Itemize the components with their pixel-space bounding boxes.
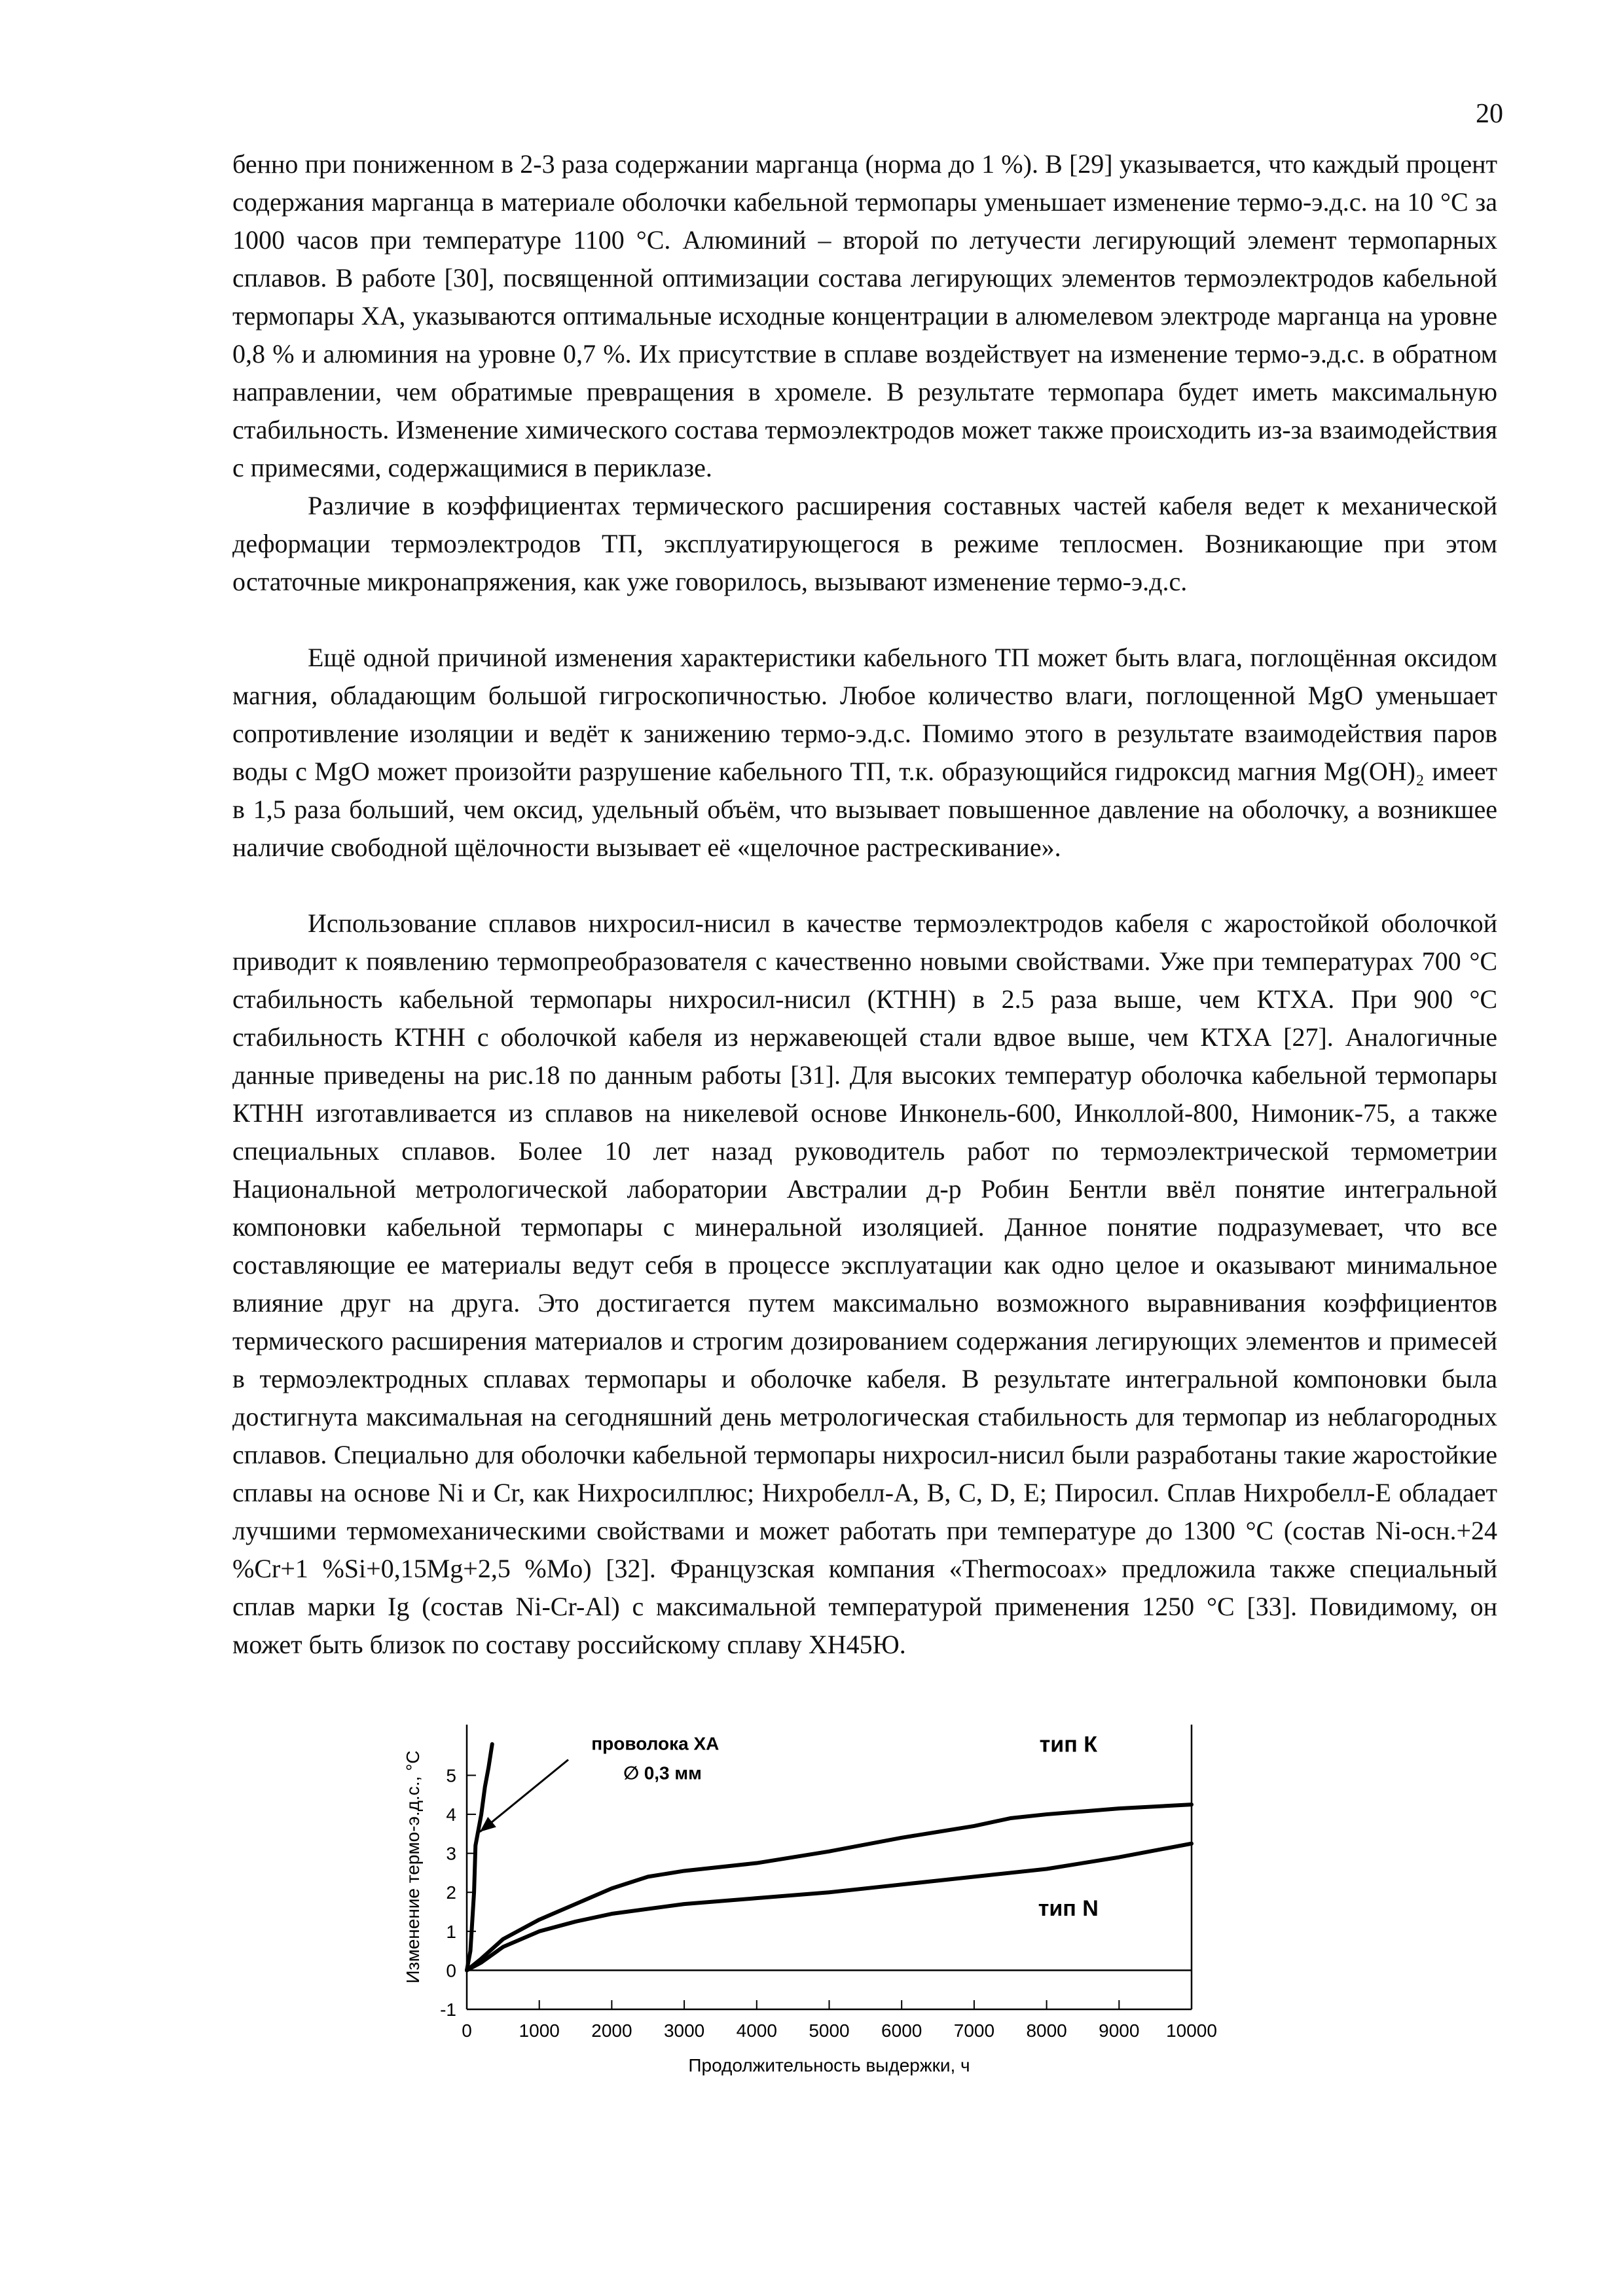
x-tick-label: 4000 (736, 2020, 777, 2041)
page-number: 20 (1476, 99, 1503, 129)
annotation-arrow-shaft (480, 1760, 568, 1832)
y-tick-label: 1 (446, 1921, 456, 1942)
y-tick-label: 0 (446, 1960, 456, 1981)
x-tick-label: 10000 (1166, 2020, 1217, 2041)
body-text (232, 145, 1497, 1664)
x-tick-label: 3000 (663, 2020, 705, 2041)
series-line-1 (467, 1804, 1192, 1970)
y-axis-label: Изменение термо-э.д.с., °С (403, 1750, 423, 1984)
x-tick-label: 9000 (1099, 2020, 1140, 2041)
chart-ticks (440, 1765, 1217, 2041)
annotation-line-2: ∅ 0,3 мм (623, 1763, 702, 1784)
series-label-type-k: тип К (1039, 1732, 1097, 1757)
x-axis-label: Продолжительность выдержки, ч (688, 2055, 970, 2075)
x-tick-label: 5000 (809, 2020, 850, 2041)
chart-axes (467, 1725, 1192, 2009)
x-tick-label: 7000 (953, 2020, 995, 2041)
chart-svg (393, 1715, 1244, 2094)
x-tick-label: 1000 (519, 2020, 560, 2041)
y-tick-label: 2 (446, 1882, 456, 1903)
series-line-0 (467, 1744, 492, 1971)
x-tick-label: 6000 (881, 2020, 922, 2041)
x-tick-label: 8000 (1026, 2020, 1067, 2041)
paragraph: Использование сплавов нихросил-нисил в качестве термоэлектродов кабеля с жаростойкой оболочкой приводит к появлению термопреобразователя с качественно новыми свойствами. Уже при температурах 700 °С стабильность кабельной термопары нихросил-нисил (КТНН) в 2.5 раза выше, чем КТХА. При 900 °С стабильность КТНН с оболочкой кабеля из нержавеющей стали вдвое выше, чем КТХА [27]. Аналогичные данные приведены на рис.18 по данным работы [31]. Для высоких температур оболочка кабельной термопары КТНН изготавливается из сплавов на никелевой основе Инконель-600, Инколлой-800, Нимоник-75, а также специальных сплавов. Более 10 лет назад руководитель работ по термоэлектрической термометрии Национальной метрологической лаборатории Австралии д-р Робин Бентли ввёл понятие интегральной компоновки кабельной термопары с минеральной изоляцией. Данное понятие подразумевает, что все составляющие ее материалы ведут себя в процессе эксплуатации как одно целое и оказывают минимальное влияние друг на друга. Это достигается путем максимально возможного выравнивания коэффициентов термического расширения материалов и строгим дозированием содержания легирующих элементов и примесей в термоэлектродных сплавах термопары и оболочке кабеля. В результате интегральной компоновки была достигнута максимальная на сегодняшний день метрологическая стабильность для термопар из неблагородных сплавов. Специально для оболочки кабельной термопары нихросил-нисил были разработаны такие жаростойкие сплавы на основе Ni и Cr, как Нихросилплюс; Нихробелл-А, B, C, D, E; Пиросил. Сплав Нихробелл-Е обладает лучшими термомеханическими свойствами и может работать при температуре до 1300 °С (состав Ni-осн.+24 %Cr+1 %Si+0,15Mg+2,5 %Mo) [32]. Французская компания «Thermocoax» предложила также специальный сплав марки Ig (состав Ni-Cr-Al) с максимальной температурой применения 1250 °С [33]. Повидимому, он может быть близок по составу российскому сплаву ХН45Ю. (232, 908, 1497, 1659)
series-label-type-n: тип N (1038, 1895, 1099, 1921)
x-tick-label: 0 (462, 2020, 472, 2041)
y-tick-label: -1 (440, 2000, 456, 2020)
paragraph: Ещё одной причиной изменения характеристики кабельного ТП может быть влага, поглощённая оксидом магния, обладающим большой гигроскопичностью. Любое количество влаги, поглощенной MgO уменьшает сопротивление изоляции и ведёт к занижению термо-э.д.с. Помимо этого в результате взаимодействия паров воды с MgO может произойти разрушение кабельного ТП, т.к. образующийся гидроксид магния Mg(OH)₂ имеет в 1,5 раза больший, чем оксид, удельный объём, что вызывает повышенное давление на оболочку, а возникшее наличие свободной щёлочности вызывает её «щелочное растрескивание». (232, 643, 1497, 862)
annotation-line-1: проволока ХА (591, 1733, 720, 1754)
y-tick-label: 5 (446, 1765, 456, 1786)
y-tick-label: 3 (446, 1843, 456, 1864)
x-tick-label: 2000 (591, 2020, 632, 2041)
paragraph: бенно при пониженном в 2-3 раза содержании марганца (норма до 1 %). В [29] указывается, что каждый процент содержания марганца в материале оболочки кабельной термопары уменьшает изменение термо-э.д.с. на 10 °С за 1000 часов при температуре 1100 °С. Алюминий – второй по летучести легирующий элемент термопарных сплавов. В работе [30], посвященной оптимизации состава легирующих элементов термоэлектродов кабельной термопары ХА, указываются оптимальные исходные концентрации в алюмелевом электроде марганца на уровне 0,8 % и алюминия на уровне 0,7 %. Их присутствие в сплаве воздействует на изменение термо-э.д.с. в обратном направлении, чем обратимые превращения в хромеле. В результате термопара будет иметь максимальную стабильность. Изменение химического состава термоэлектродов может также происходить из-за взаимодействия с примесями, содержащимися в периклазе. (232, 149, 1497, 482)
figure-chart (393, 1715, 1244, 2094)
y-tick-label: 4 (446, 1804, 456, 1825)
paragraph: Различие в коэффициентах термического расширения составных частей кабеля ведет к механической деформации термоэлектродов ТП, эксплуатирующегося в режиме теплосмен. Возникающие при этом остаточные микронапряжения, как уже говорилось, вызывают изменение термо-э.д.с. (232, 491, 1497, 596)
chart-series (467, 1744, 1192, 1971)
